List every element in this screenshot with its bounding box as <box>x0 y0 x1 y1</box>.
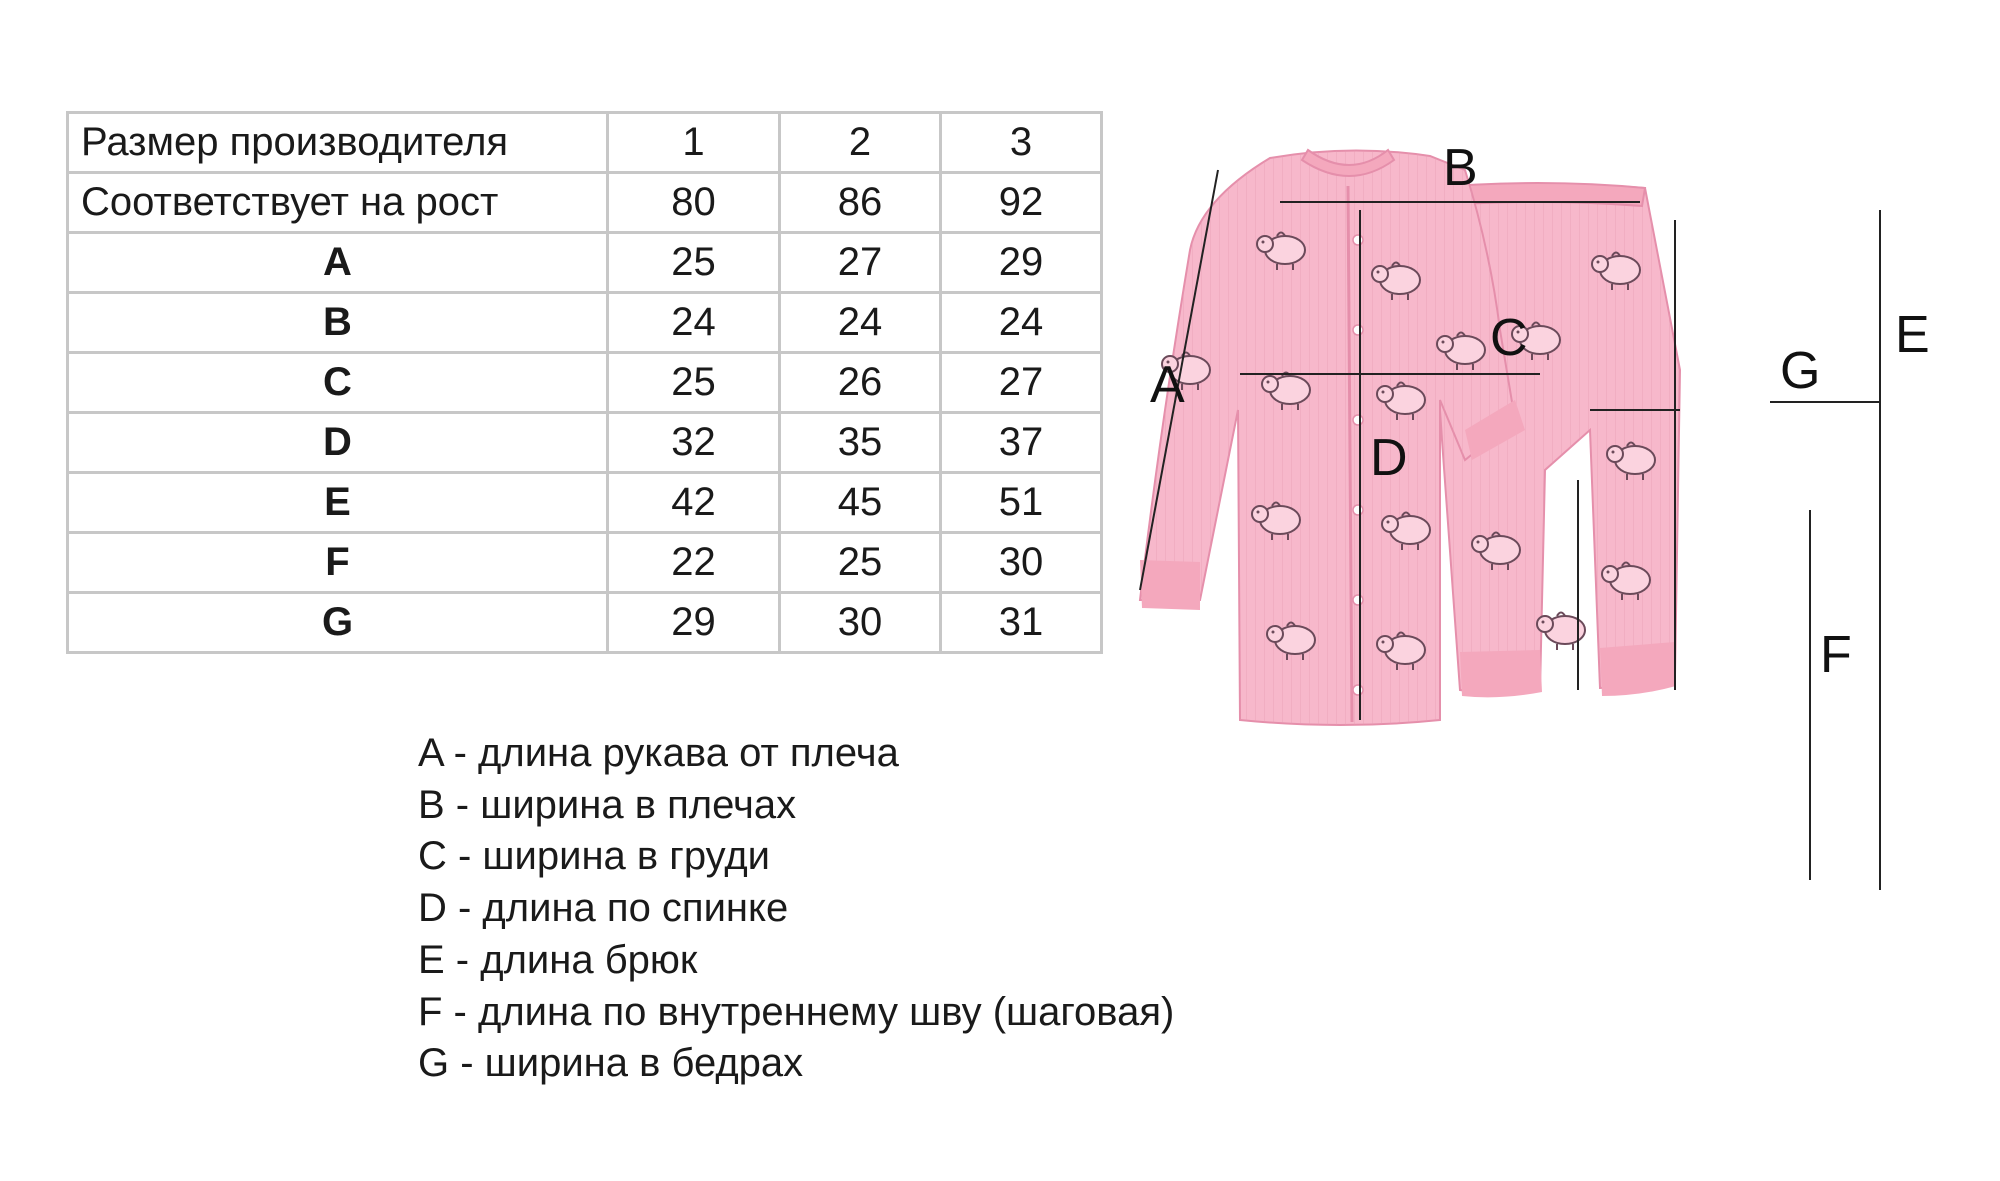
legend-item: D - длина по спинке <box>418 886 789 931</box>
table-cell: Размер производителя <box>68 113 608 173</box>
table-cell: 26 <box>780 353 941 413</box>
legend-item: B - ширина в плечах <box>418 782 797 827</box>
table-cell: C <box>68 353 608 413</box>
table-row <box>68 533 1102 593</box>
table-cell: 27 <box>780 233 941 293</box>
table-height-row <box>68 173 1102 233</box>
pajama-illustration <box>1120 130 1950 920</box>
table-cell: 3 <box>941 113 1102 173</box>
table-cell: 37 <box>941 413 1102 473</box>
table-cell: 1 <box>608 113 780 173</box>
label-e: E <box>1895 306 1930 364</box>
table-cell: 30 <box>941 533 1102 593</box>
table-cell: D <box>68 413 608 473</box>
table-row <box>68 473 1102 533</box>
size-table <box>66 111 1103 654</box>
table-cell: 92 <box>941 173 1102 233</box>
table-cell: 2 <box>780 113 941 173</box>
measurement-legend <box>418 728 1174 1090</box>
table-header-row <box>68 113 1102 173</box>
table-cell: 42 <box>608 473 780 533</box>
table-cell: F <box>68 533 608 593</box>
table-cell: Соответствует на рост <box>68 173 608 233</box>
legend-item: E - длина брюк <box>418 937 698 982</box>
table-cell: 29 <box>608 593 780 653</box>
table-cell: A <box>68 233 608 293</box>
label-b: B <box>1443 139 1478 197</box>
table-cell: 22 <box>608 533 780 593</box>
table-cell: 31 <box>941 593 1102 653</box>
legend-item: C - ширина в груди <box>418 834 771 879</box>
pajama-measurement-figure <box>1120 130 1950 920</box>
table-cell: 45 <box>780 473 941 533</box>
table-cell: 35 <box>780 413 941 473</box>
table-cell: 24 <box>608 293 780 353</box>
table-cell: 24 <box>780 293 941 353</box>
table-cell: E <box>68 473 608 533</box>
table-row <box>68 593 1102 653</box>
table-cell: 29 <box>941 233 1102 293</box>
label-c: C <box>1490 309 1528 367</box>
table-cell: 25 <box>780 533 941 593</box>
table-cell: 30 <box>780 593 941 653</box>
table-cell: 25 <box>608 233 780 293</box>
table-cell: 27 <box>941 353 1102 413</box>
label-g: G <box>1780 342 1821 400</box>
table-cell: B <box>68 293 608 353</box>
label-a: A <box>1150 356 1185 414</box>
table-cell: 51 <box>941 473 1102 533</box>
table-cell: G <box>68 593 608 653</box>
table-row <box>68 413 1102 473</box>
table-cell: 25 <box>608 353 780 413</box>
table-cell: 32 <box>608 413 780 473</box>
table-cell: 86 <box>780 173 941 233</box>
measurement-lines-outer <box>1770 210 1880 890</box>
table-row <box>68 233 1102 293</box>
table-row <box>68 353 1102 413</box>
table-row <box>68 293 1102 353</box>
legend-item: G - ширина в бедрах <box>418 1041 804 1086</box>
legend-item: F - длина по внутреннему шву (шаговая) <box>418 989 1175 1034</box>
label-f: F <box>1820 626 1852 684</box>
table-cell: 80 <box>608 173 780 233</box>
label-d: D <box>1370 429 1408 487</box>
legend-item: A - длина рукава от плеча <box>418 731 899 775</box>
table-cell: 24 <box>941 293 1102 353</box>
